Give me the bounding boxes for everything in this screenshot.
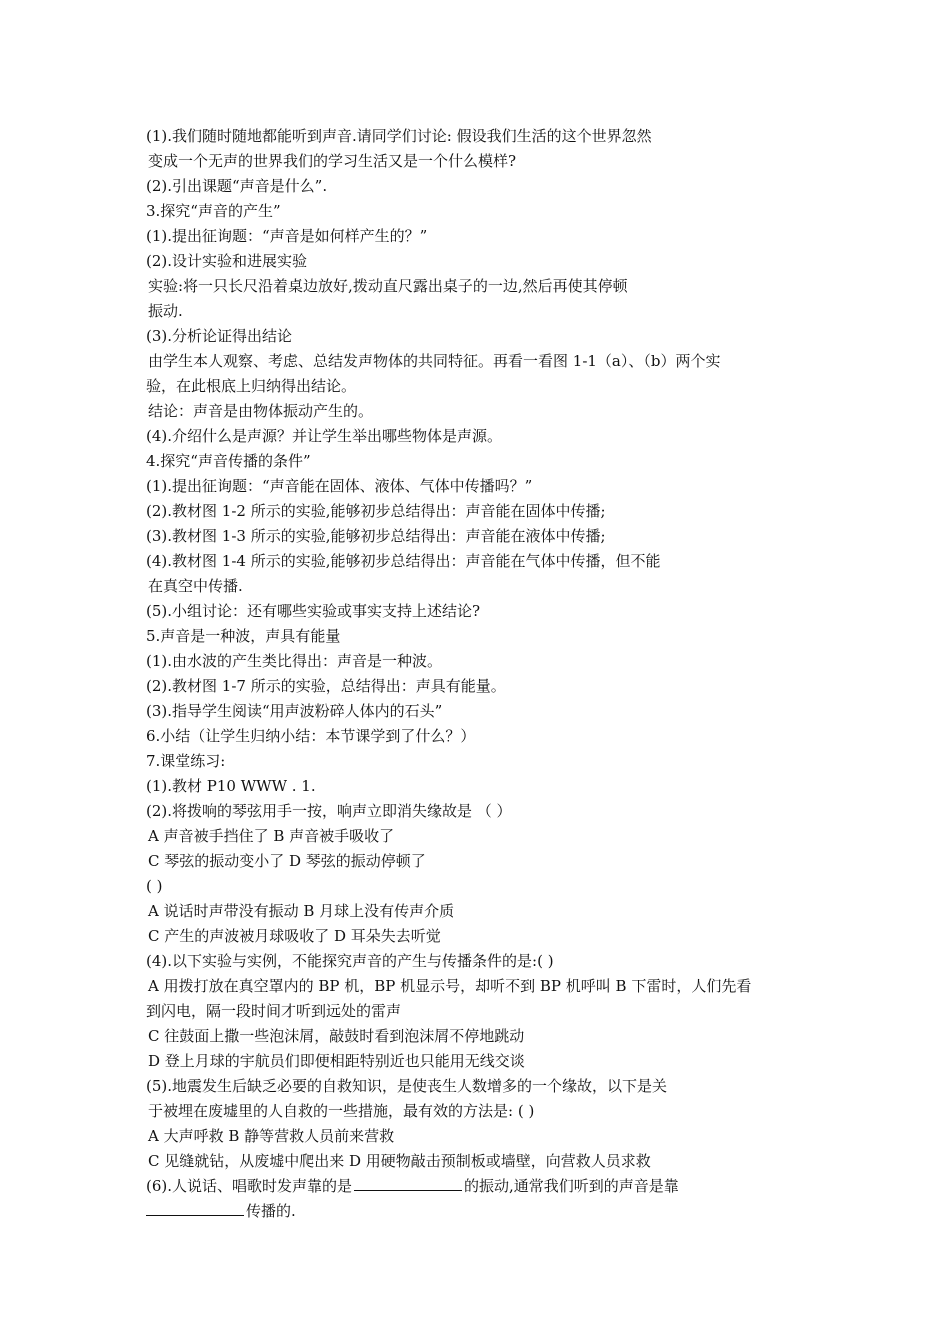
text-line: 变成一个无声的世界我们的学习生活又是一个什么模样? xyxy=(148,152,517,170)
text-line: (2).教材图 1-7 所示的实验，总结得出：声具有能量。 xyxy=(146,677,506,695)
text-line: (5).地震发生后缺乏必要的自救知识，是使丧生人数增多的一个缘故，以下是关 xyxy=(146,1077,668,1095)
text-line: 实验:将一只长尺沿着桌边放好,拨动直尺露出桌子的一边,然后再使其停顿 xyxy=(148,277,628,295)
answer-option: C 产生的声波被月球吸收了 D 耳朵失去听觉 xyxy=(148,927,441,945)
text-line: (1).由水波的产生类比得出：声音是一种波。 xyxy=(146,652,443,670)
fill-in-question xyxy=(146,1199,826,1224)
text-line: (2).将拨响的琴弦用手一按，响声立即消失缘故是 （ ） xyxy=(146,802,512,820)
answer-option: D 登上月球的宇航员们即便相距特别近也只能用无线交谈 xyxy=(148,1052,525,1070)
section-heading: 6.小结（让学生归纳小结：本节课学到了什么？） xyxy=(146,727,476,745)
text-line: 振动. xyxy=(148,302,183,320)
text-line: (4).介绍什么是声源？并让学生举出哪些物体是声源。 xyxy=(146,427,503,445)
text-line: (3).分析论证得出结论 xyxy=(146,327,293,345)
text-line: 于被埋在废墟里的人自救的一些措施，最有效的方法是: ( ) xyxy=(148,1102,535,1120)
answer-blank xyxy=(354,1176,462,1191)
question-text: 传播的. xyxy=(246,1202,296,1220)
section-heading: 4.探究“声音传播的条件” xyxy=(146,452,311,470)
answer-option: 到闪电，隔一段时间才听到远处的雷声 xyxy=(146,1002,402,1020)
text-line: 结论：声音是由物体振动产生的。 xyxy=(148,402,374,420)
text-line: (1).提出征询题：“声音能在固体、液体、气体中传播吗？” xyxy=(146,477,533,495)
text-line: (2).设计实验和进展实验 xyxy=(146,252,308,270)
text-line: (4).教材图 1-4 所示的实验,能够初步总结得出：声音能在气体中传播，但不能 xyxy=(146,552,661,570)
answer-blank xyxy=(146,1201,244,1216)
answer-option: A 大声呼救 B 静等营救人员前来营救 xyxy=(148,1127,395,1145)
text-line: 由学生本人观察、考虑、总结发声物体的共同特征。再看一看图 1-1（a）、（b）两个实 xyxy=(148,352,721,370)
text-line: (2).教材图 1-2 所示的实验,能够初步总结得出：声音能在固体中传播; xyxy=(146,502,606,520)
answer-option: A 用拨打放在真空罩内的 BP 机，BP 机显示号，却听不到 BP 机呼叫 B 下雷时，人们先看 xyxy=(148,977,752,995)
answer-option: C 见缝就钻，从废墟中爬出来 D 用硬物敲击预制板或墙壁，向营救人员求救 xyxy=(148,1152,651,1170)
section-heading: 3.探究“声音的产生” xyxy=(146,202,281,220)
answer-option: A 说话时声带没有振动 B 月球上没有传声介质 xyxy=(148,902,455,920)
section-heading: 5.声音是一种波，声具有能量 xyxy=(146,627,341,645)
answer-option: C 往鼓面上撒一些泡沫屑，敲鼓时看到泡沫屑不停地跳动 xyxy=(148,1027,525,1045)
section-heading: 7.课堂练习: xyxy=(146,752,226,770)
text-line: (1).我们随时随地都能听到声音.请同学们讨论: 假设我们生活的这个世界忽然 xyxy=(146,127,652,145)
text-line: (4).以下实验与实例，不能探究声音的产生与传播条件的是:( ) xyxy=(146,952,554,970)
answer-option: C 琴弦的振动变小了 D 琴弦的振动停顿了 xyxy=(148,852,426,870)
text-line: (5).小组讨论：还有哪些实验或事实支持上述结论? xyxy=(146,602,481,620)
text-line: (2).引出课题“声音是什么”. xyxy=(146,177,328,195)
question-text: (6).人说话、唱歌时发声靠的是 xyxy=(146,1177,353,1195)
question-text: 的振动,通常我们听到的声音是靠 xyxy=(464,1177,679,1195)
text-line: (3).教材图 1-3 所示的实验,能够初步总结得出：声音能在液体中传播; xyxy=(146,527,606,545)
text-line: (3).指导学生阅读“用声波粉碎人体内的石头” xyxy=(146,702,443,720)
text-line: (1).教材 P10 WWW . 1. xyxy=(146,777,316,795)
text-line: ( ) xyxy=(146,877,163,895)
text-line: 在真空中传播. xyxy=(148,577,243,595)
text-line: (1).提出征询题：“声音是如何样产生的？” xyxy=(146,227,428,245)
fill-in-question xyxy=(146,1174,826,1199)
lesson-text xyxy=(146,124,826,1224)
answer-option: A 声音被手挡住了 B 声音被手吸收了 xyxy=(148,827,395,845)
text-line: 验，在此根底上归纳得出结论。 xyxy=(146,377,357,395)
